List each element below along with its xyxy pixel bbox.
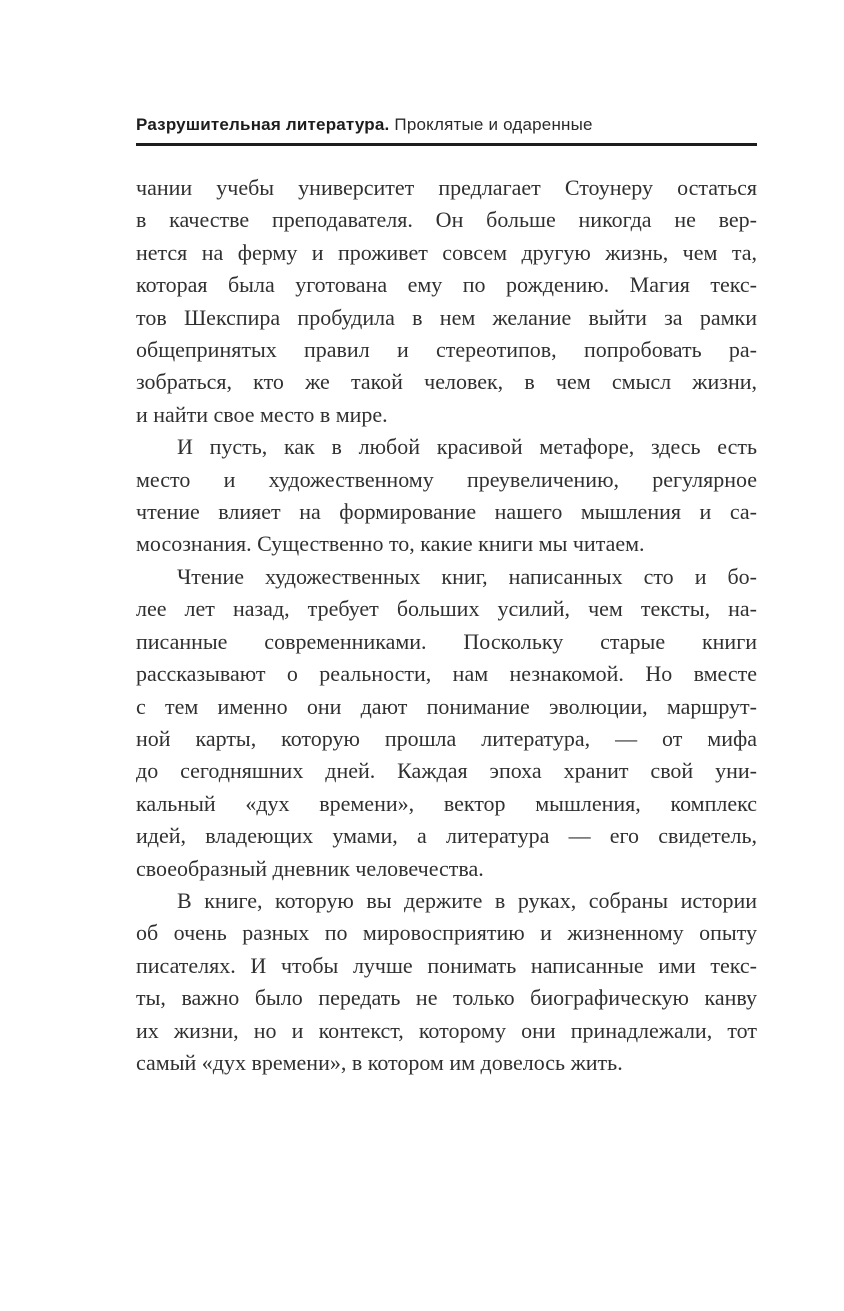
text-line: в качестве преподавателя. Он больше никогда не вер- (136, 207, 757, 233)
text-line: ной карты, которую прошла литература, — от мифа (136, 725, 757, 751)
running-head-section-title: Проклятые и одаренные (394, 115, 593, 134)
text-line: их жизни, но и контекст, которому они принадлежали, тот (136, 1017, 757, 1043)
text-line: лее лет назад, требует больших усилий, чем тексты, на- (136, 596, 757, 622)
text-line: ты, важно было передать не только биографическую канву (136, 985, 757, 1011)
text-line: рассказывают о реальности, нам незнакомой. Но вместе (136, 661, 757, 687)
text-line: Чтение художественных книг, написанных сто и бо- (177, 563, 757, 589)
text-line: И пусть, как в любой красивой метафоре, здесь есть (177, 434, 757, 460)
text-line: и найти свое место в мире. (136, 401, 388, 427)
text-line: тов Шекспира пробудила в нем желание выйти за рамки (136, 304, 757, 330)
text-line: самый «дух времени», в котором им довелось жить. (136, 1049, 623, 1075)
text-line: своеобразный дневник человечества. (136, 855, 484, 881)
text-line: чании учебы университет предлагает Стоунеру остаться (136, 175, 757, 200)
text-line: общепринятых правил и стереотипов, попробовать ра- (136, 337, 757, 363)
text-column (136, 114, 757, 1079)
text-line: об очень разных по мировосприятию и жизненному опыту (136, 920, 757, 946)
text-line: мосознания. Существенно то, какие книги мы читаем. (136, 531, 645, 557)
text-line: с тем именно они дают понимание эволюции, маршрут- (136, 693, 757, 719)
text-line: идей, владеющих умами, а литература — его свидетель, (136, 823, 757, 849)
text-line: В книге, которую вы держите в руках, собраны истории (177, 887, 757, 913)
running-head-series-title: Разрушительная литература. (136, 115, 390, 134)
text-line: место и художественному преувеличению, регулярное (136, 466, 757, 492)
text-line: кальный «дух времени», вектор мышления, комплекс (136, 790, 757, 816)
text-line: писанные современниками. Поскольку старые книги (136, 628, 757, 654)
text-line: до сегодняшних дней. Каждая эпоха хранит свой уни- (136, 758, 757, 784)
running-head (136, 114, 757, 135)
text-line: чтение влияет на формирование нашего мышления и са- (136, 499, 757, 525)
page-body (136, 172, 757, 1079)
header-rule-divider (136, 143, 757, 146)
text-line: которая была уготована ему по рождению. Магия текс- (136, 272, 757, 298)
text-line: писателях. И чтобы лучше понимать написанные ими текс- (136, 952, 757, 978)
text-line: нется на ферму и проживет совсем другую жизнь, чем та, (136, 239, 757, 265)
text-line: зобраться, кто же такой человек, в чем смысл жизни, (136, 369, 757, 395)
